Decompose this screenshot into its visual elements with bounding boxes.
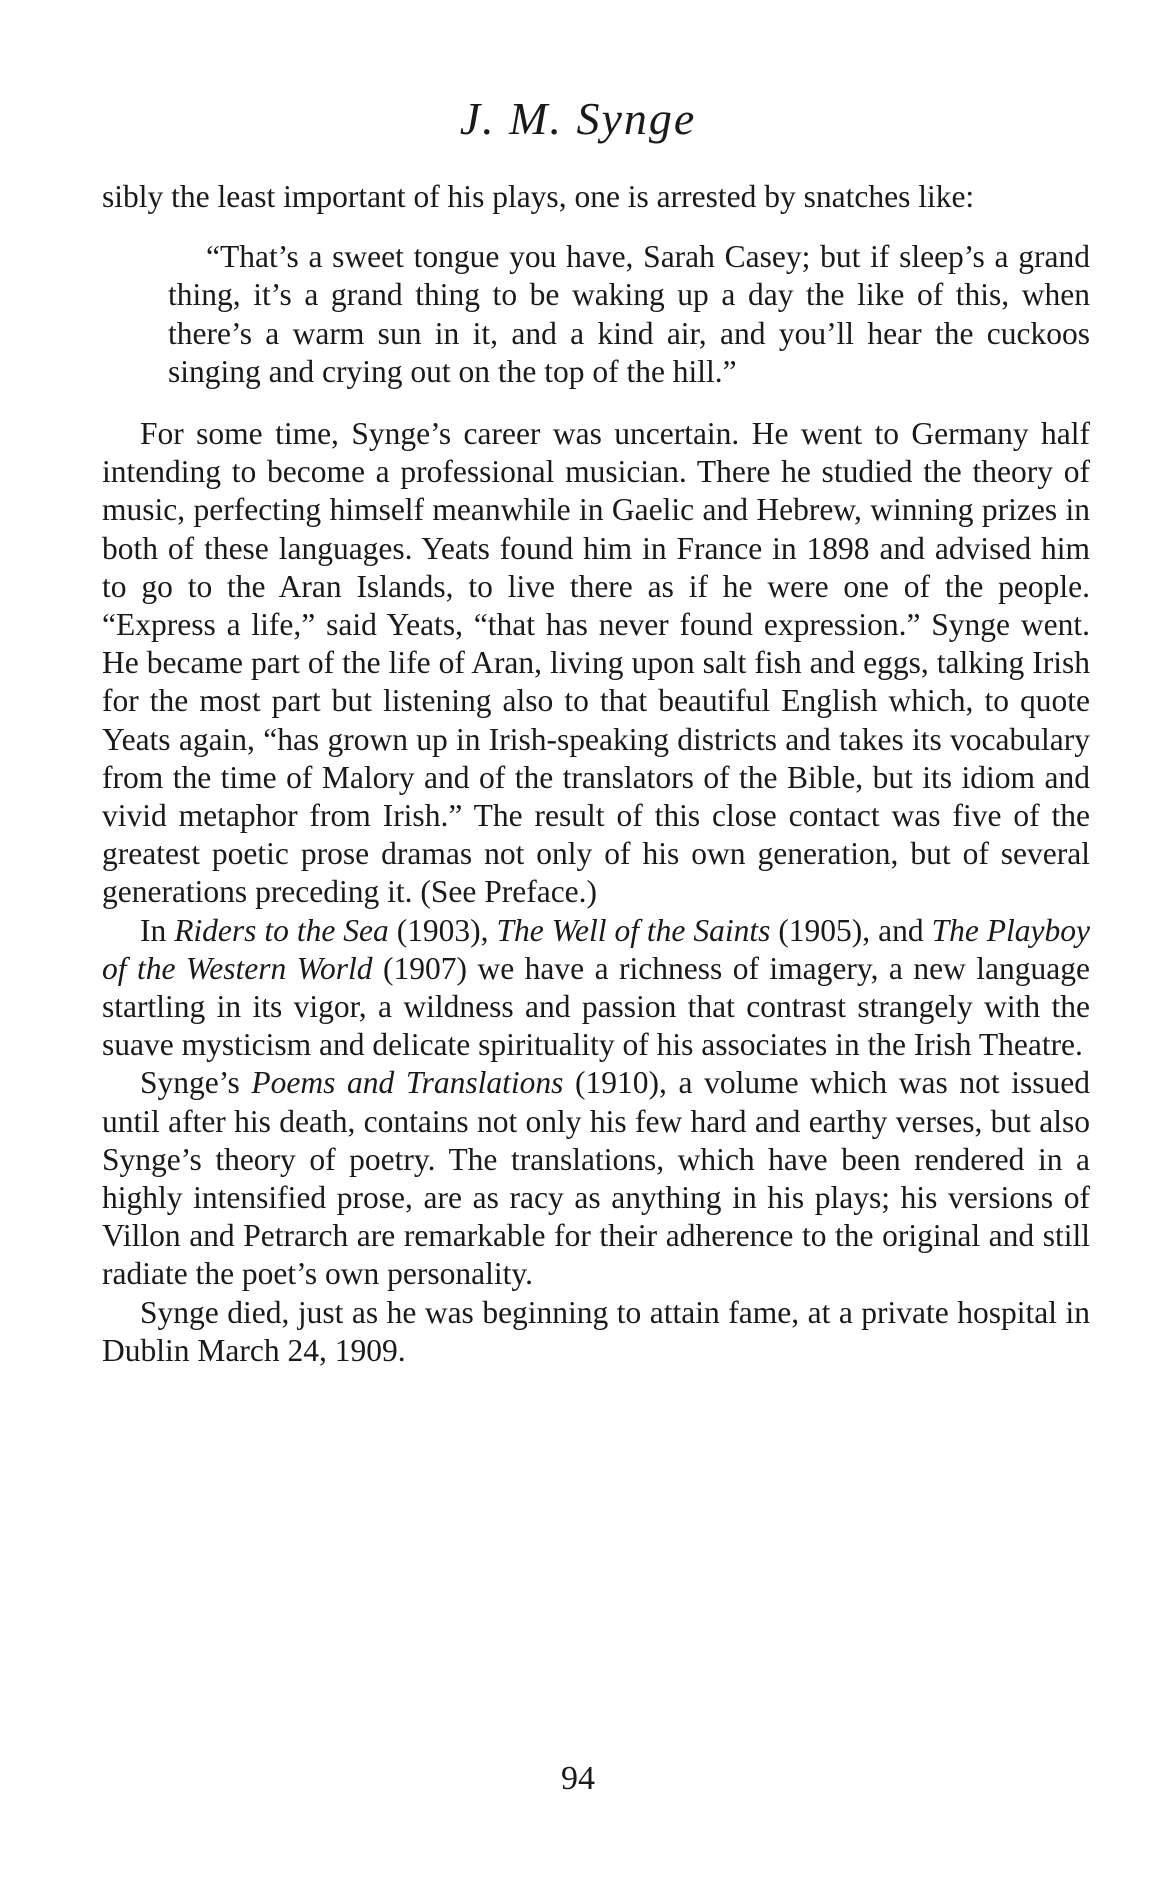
text-span: In	[140, 912, 175, 948]
text-span: (1903),	[388, 912, 497, 948]
play-title: Riders to the Sea	[174, 912, 389, 948]
paragraph-poems	[102, 1064, 1090, 1293]
paragraph-death: Synge died, just as he was beginning to attain fame, at a private hospital in Dublin March 24, 1909.	[102, 1294, 1090, 1368]
play-title: The Playboy of the Western World	[102, 912, 1090, 986]
paragraph-career: For some time, Synge’s career was uncertain. He went to Germany half intending to become a professional musician. There he studied the theory of music, perfecting himself meanwhile in Gaelic and Hebrew, winning prizes in both of these languages. Yeats found him in France in 1898 and advised him to go to the Aran Islands, to live there as if he were one of the people. “Express a life,” said Yeats, “that has never found expression.” Synge went. He became part of the life of Aran, living upon salt fish and eggs, talking Irish for the most part but listening also to that beautiful English which, to quote Yeats again, “has grown up in Irish-speaking districts and takes its vocabulary from the time of Malory and of the translators of the Bible, but its idiom and vivid metaphor from Irish.” The result of this close contact was five of the greatest poetic prose dramas not only of his own generation, but of several generations preceding it. (See Preface.)	[102, 416, 1090, 910]
text-span: (1907) we have a richness of imagery, a new language startling in its vigor, a wildness and passion that contrast strangely with the suave mysticism and delicate spirituality of his associates in the Irish Theatre.	[102, 950, 1090, 1063]
block-quote	[102, 238, 1090, 391]
page-number: 94	[561, 1760, 595, 1797]
book-title: Poems and Translations	[251, 1065, 564, 1101]
text-span: (1910), a volume which was not issued until after his death, contains not only his few hard and earthy verses, but also Synge’s theory of poetry. The translations, which have been rendered in a highly intensified prose, are as racy as anything in his plays; his versions of Villon and Petrarch are remarkable for their adherence to the original and still radiate the poet’s own personality.	[102, 1065, 1090, 1292]
paragraph-plays	[102, 912, 1090, 1065]
body-text	[102, 178, 1090, 1370]
play-title: The Well of the Saints	[496, 912, 771, 948]
text-span: Synge’s	[140, 1065, 252, 1101]
text-span: (1905), and	[770, 912, 932, 948]
running-head: J. M. Synge	[459, 93, 697, 144]
quote-text: “That’s a sweet tongue you have, Sarah Casey; but if sleep’s a grand thing, it’s a grand thing to be waking up a day the like of this, when there’s a warm sun in it, and a kind air, and you’ll hear the cuckoos singing and crying out on the top of the hill.”	[168, 239, 1090, 389]
paragraph-continuation: sibly the least important of his plays, one is arrested by snatches like:	[102, 179, 975, 214]
